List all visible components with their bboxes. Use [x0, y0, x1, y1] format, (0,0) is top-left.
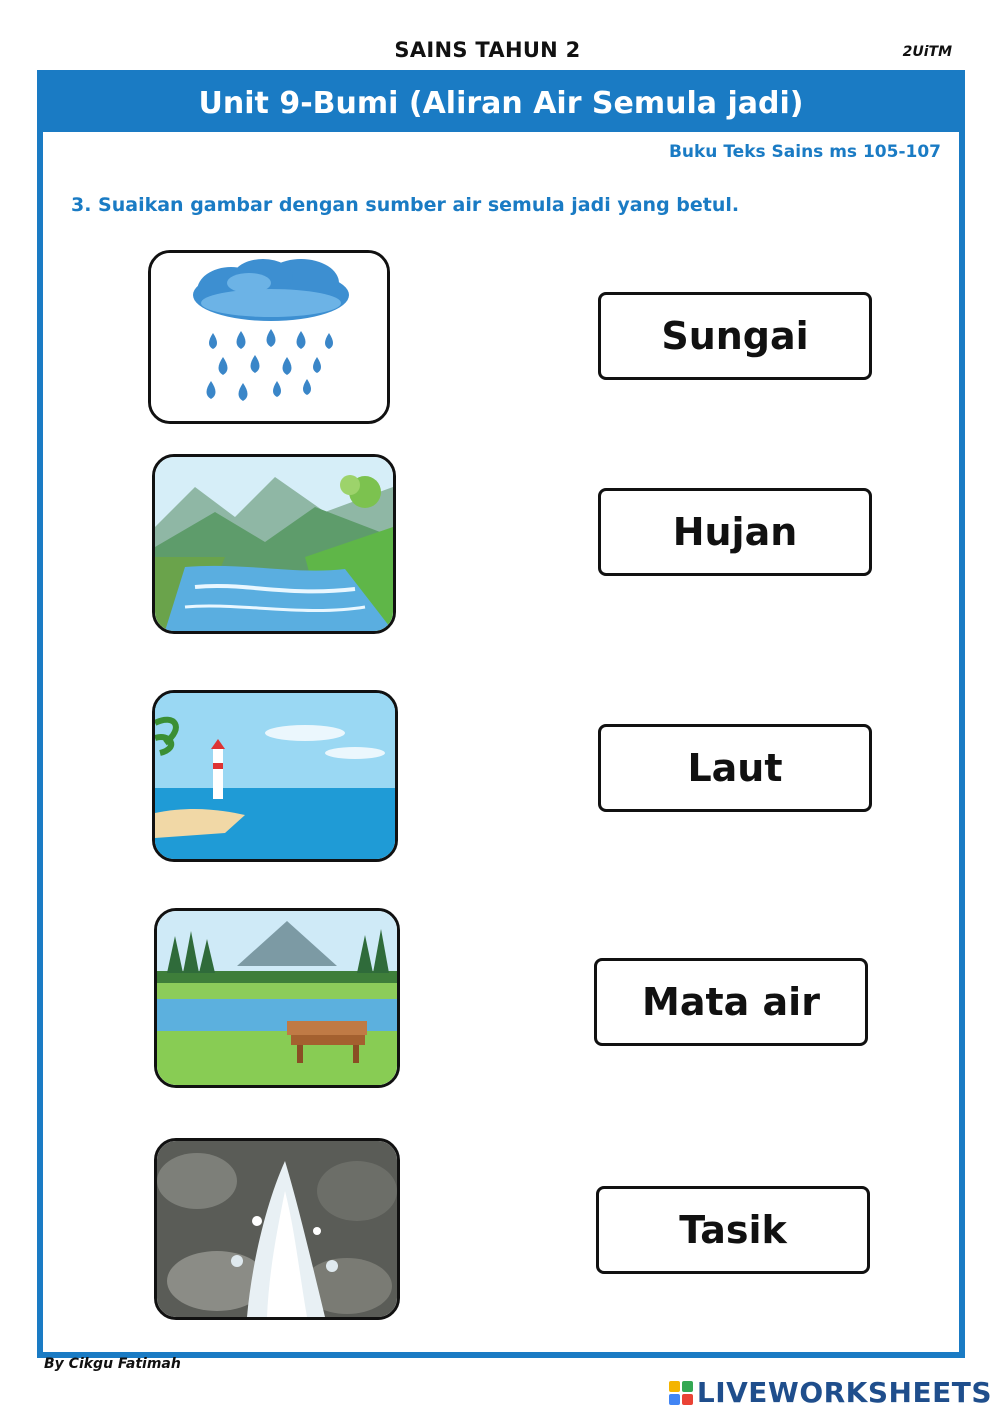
river-icon — [155, 457, 393, 631]
spring-water-image[interactable] — [154, 1138, 400, 1320]
answer-box-hujan[interactable]: Hujan — [598, 488, 872, 576]
sea-icon — [155, 693, 395, 859]
river-image[interactable] — [152, 454, 396, 634]
lake-icon — [157, 911, 397, 1085]
answer-box-sungai[interactable]: Sungai — [598, 292, 872, 380]
spring-water-icon — [157, 1141, 397, 1317]
lake-image[interactable] — [154, 908, 400, 1088]
liveworksheets-logo[interactable] — [669, 1376, 992, 1409]
class-label: 2UiTM — [902, 44, 952, 60]
textbook-reference: Buku Teks Sains ms 105-107 — [668, 142, 941, 162]
liveworksheets-icon — [669, 1381, 693, 1405]
liveworksheets-wordmark: LIVEWORKSHEETS — [696, 1376, 992, 1409]
unit-banner: Unit 9-Bumi (Aliran Air Semula jadi) — [43, 76, 959, 132]
answer-box-tasik[interactable]: Tasik — [596, 1186, 870, 1274]
rain-cloud-image[interactable] — [148, 250, 390, 424]
rain-cloud-icon — [151, 253, 387, 421]
answer-box-mata-air[interactable]: Mata air — [594, 958, 868, 1046]
worksheet-subject-title: SAINS TAHUN 2 — [394, 38, 581, 62]
worksheet-frame — [37, 70, 965, 1358]
author-credit: By Cikgu Fatimah — [44, 1356, 181, 1372]
answer-box-laut[interactable]: Laut — [598, 724, 872, 812]
question-instruction: 3. Suaikan gambar dengan sumber air semula jadi yang betul. — [71, 194, 740, 216]
sea-image[interactable] — [152, 690, 398, 862]
